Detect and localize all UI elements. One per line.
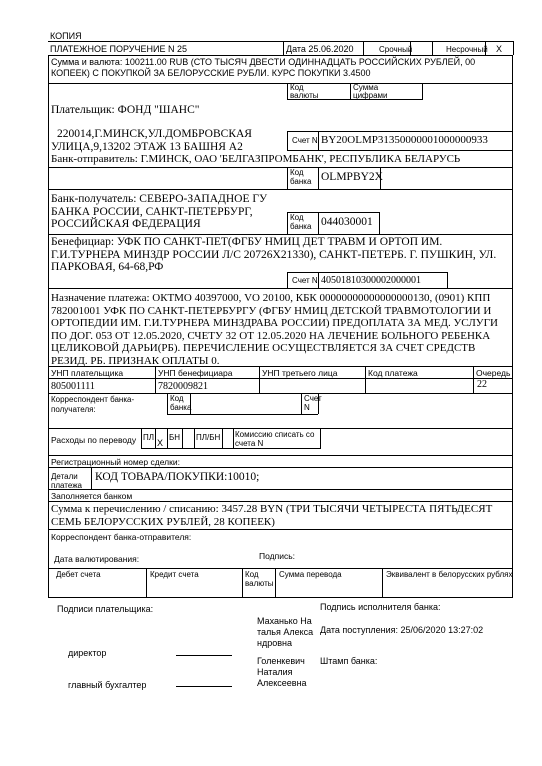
payment-code-label: Код платежа xyxy=(368,368,418,378)
ledger-equivalent: Эквивалент в белорусских рублях xyxy=(386,570,513,579)
payer-signatures-label: Подписи плательщика: xyxy=(57,604,154,614)
unp-benef-label: УНП бенефициара xyxy=(158,368,233,378)
sender-bank: Банк-отправитель: Г.МИНСК, ОАО 'БЕЛГАЗПРОМБАНК', РЕСПУБЛИКА БЕЛАРУСЬ xyxy=(51,153,461,165)
nonurgent-label: Несрочный xyxy=(446,45,488,54)
doc-title: ПЛАТЕЖНОЕ ПОРУЧЕНИЕ N 25 xyxy=(50,44,187,54)
details-label: Детали платежа xyxy=(51,472,83,490)
bank-fill-label: Заполняется банком xyxy=(51,491,133,501)
details-text: КОД ТОВАРА/ПОКУПКИ:10010; xyxy=(95,471,260,483)
unp-benef: 7820009821 xyxy=(158,381,208,392)
payer-account-label: Счет N xyxy=(292,136,318,145)
beneficiary-account-label: Счет N xyxy=(292,276,318,285)
value-date-label: Дата валютирования: xyxy=(54,554,140,564)
bank-signatures-label: Подпись исполнителя банка: xyxy=(320,602,441,612)
receipt-date: Дата поступления: 25/06/2020 13:27:02 xyxy=(320,625,484,635)
ledger-currency: Код валюты xyxy=(245,570,274,588)
payment-purpose: Назначение платежа: ОКТМО 40397000, VO 20100, КБК 00000000000000000130, (0901) КПП 782001001 УФК ПО САНКТ-ПЕТЕРБУРГУ (ФГБУ НМИЦ ДЕТСКОЙ ТРАВМОТОЛОГИИ И ОРТОПЕДИИ ИМ. Г.И.ТУРНЕРА МИНЗДРАВА РОССИИ) ПРЕДОПЛАТА ЗА МЕД. УСЛУГИ ПО ДОГ. 053 ОТ 12.05.2020, СЧЕТУ 32 ОТ 12.05.2020 НА ЛЕЧЕНИЕ БОЛЬНОГО РЕБЕНКА ЦЕЛИКОВОЙ ДАРЬИ(РБ). ПЕРЕЧИСЛЕНИЕ ОСУЩЕСТВЛЯЕТСЯ ЗА СЧЕТ СРЕДСТВ РЕЗИД. РБ. ПРИЗНАК ОПЛАТЫ 0. xyxy=(51,292,498,367)
beneficiary-account: 40501810300002000001 xyxy=(321,275,421,286)
urgent-label: Срочный xyxy=(379,45,413,54)
ledger-credit: Кредит счета xyxy=(150,570,199,579)
queue-value: 22 xyxy=(477,379,487,390)
ledger-sum: Сумма перевода xyxy=(279,570,342,579)
expenses-pl-mark: X xyxy=(157,438,164,448)
accountant-name: Голенкевич Наталия Алексеевна xyxy=(257,656,307,688)
receiver-bank: Банк-получатель: СЕВЕРО-ЗАПАДНОЕ ГУ БАНКА РОССИИ, САНКТ-ПЕТЕРБУРГ, РОССИЙСКАЯ ФЕДЕРАЦИЯ xyxy=(51,193,268,230)
director-name: Маханько Наталья Александровна xyxy=(257,616,314,648)
sender-correspondent: Корреспондент банка-отправителя: xyxy=(51,532,192,542)
director-label: директор xyxy=(68,648,107,658)
nonurgent-mark: X xyxy=(496,44,503,54)
beneficiary-text: Бенефициар: УФК ПО САНКТ-ПЕТ(ФГБУ НМИЦ ДЕТ ТРАВМ И ОРТОП ИМ. Г.И.ТУРНЕРА МИНЗДР РОССИИ Л/С 20726X21330), САНКТ-ПЕТЕРБ. Г. ПУШКИН, УЛ. ПАРКОВАЯ, 64-68,РФ xyxy=(51,236,497,273)
payer-address: 220014,Г.МИНСК,УЛ.ДОМБРОВСКАЯ УЛИЦА,9,13202 ЭТАЖ 13 БАШНЯ А2 xyxy=(51,128,252,153)
expenses-bn: БН xyxy=(169,433,181,442)
payer-name: Плательщик: ФОНД "ШАНС" xyxy=(51,104,200,116)
payer-account: BY20OLMP31350000001000000933 xyxy=(321,134,488,146)
correspondent-label: Корреспондент банка-получателя: xyxy=(51,395,135,414)
amount-text: Сумма и валюта: 100211.00 RUB (СТО ТЫСЯЧ ДВЕСТИ ОДИННАДЦАТЬ РОССИЙСКИХ РУБЛЕЙ, 00 КОПЕЕК) С ПОКУПКОЙ ЗА БЕЛОРУССКИЕ РУБЛИ. КУРС ПОКУПКИ 3.4500 xyxy=(51,57,476,78)
ledger-debit: Дебет счета xyxy=(56,570,101,579)
sender-bank-code-label: Код банка xyxy=(290,168,312,186)
correspondent-code-label: Код банка xyxy=(170,394,192,412)
expenses-label: Расходы по переводу xyxy=(51,435,137,445)
correspondent-account-label: Счет N xyxy=(304,394,322,412)
bank-stamp-label: Штамп банка: xyxy=(320,656,378,666)
expenses-plbn: ПЛ/БН xyxy=(196,433,221,442)
unp-third-label: УНП третьего лица xyxy=(262,368,338,378)
copy-label: КОПИЯ xyxy=(50,31,82,41)
doc-date: Дата 25.06.2020 xyxy=(286,44,354,54)
accountant-label: главный бухгалтер xyxy=(68,680,147,690)
sender-bank-code: OLMPBY2X xyxy=(321,171,383,183)
expenses-pl: ПЛ xyxy=(143,433,154,442)
sum-digits-label: Сумма цифрами xyxy=(353,83,388,100)
queue-label: Очередь xyxy=(476,368,511,378)
receiver-bank-code: 044030001 xyxy=(321,216,373,228)
credit-sum: Сумма к перечислению / списанию: 3457.28 BYN (ТРИ ТЫСЯЧИ ЧЕТЫРЕСТА ПЯТЬДЕСЯТ СЕМЬ БЕЛОРУССКИХ РУБЛЕЙ, 28 КОПЕЕК) xyxy=(51,503,493,528)
registration-label: Регистрационный номер сделки: xyxy=(51,457,180,467)
unp-payer-label: УНП плательщика xyxy=(51,368,124,378)
receiver-bank-code-label: Код банка xyxy=(290,213,312,231)
commission-label: Комиссию списать со счета N xyxy=(235,430,315,448)
unp-payer: 805001111 xyxy=(51,381,95,392)
currency-code-label: Код валюты xyxy=(290,83,319,100)
signature-label: Подпись: xyxy=(259,551,296,561)
